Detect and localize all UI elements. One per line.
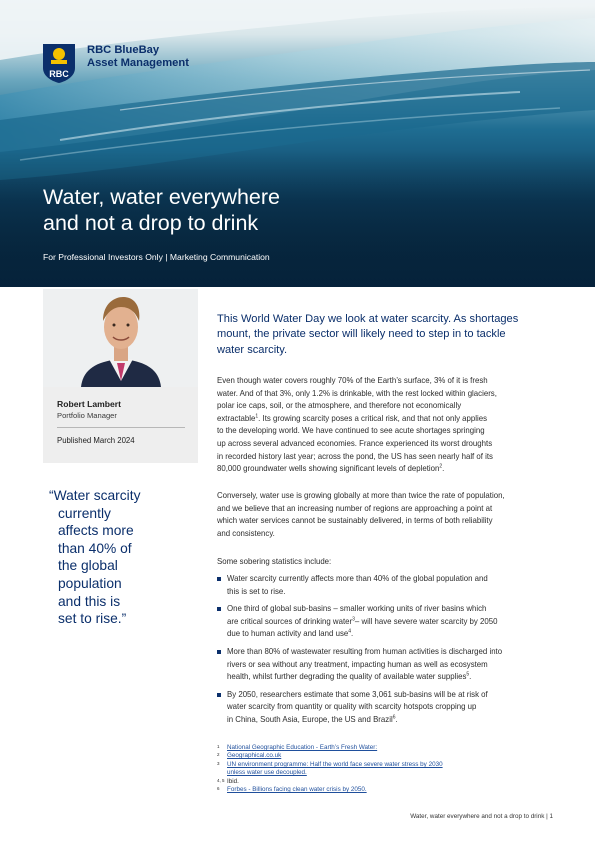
brand-name-line2: Asset Management	[87, 57, 189, 69]
footnote	[217, 744, 562, 752]
text-line: Some sobering statistics include:	[217, 557, 332, 566]
quote-line: population	[58, 575, 122, 591]
author-portrait-image	[43, 289, 198, 387]
text-line: One third of global sub-basins – smaller working units of river basins which	[227, 604, 487, 614]
text-line: which water services cannot be sustainably delivered, in terms of both reliability	[217, 516, 493, 526]
footnote-text[interactable]: Forbes - Billions facing clean water crisis by 2050.	[227, 786, 367, 794]
text-fragment: .	[395, 714, 398, 724]
text-line	[227, 714, 562, 727]
quote-line: currently	[58, 505, 111, 521]
text-line: and we believe that an increasing number of regions are approaching a point at	[217, 503, 493, 513]
list-item	[217, 603, 562, 641]
quote-line: the global	[58, 558, 118, 574]
text-line: More than 80% of wastewater resulting from human activities is discharged into	[227, 646, 503, 656]
footnote-ref[interactable]: 3	[352, 616, 355, 623]
footnote	[217, 752, 562, 760]
bullet-icon	[217, 607, 221, 611]
footnote-link[interactable]	[227, 752, 562, 760]
page-title	[43, 184, 563, 236]
page-footer: Water, water everywhere and not a drop to drink | 1	[410, 813, 553, 820]
text-line: and consistency.	[217, 528, 275, 538]
footnote-ref[interactable]: 6	[392, 714, 396, 721]
body-paragraph-2	[217, 490, 562, 540]
list-item	[217, 689, 562, 727]
author-card	[43, 289, 198, 464]
text-line: in recorded history last year; across the pond, the US has seen nearly half of its	[217, 451, 493, 461]
text-line: up across several advanced economies. France experienced its worst droughts	[217, 438, 493, 448]
footnote-text: Ibid.	[227, 777, 239, 785]
bullet-icon	[217, 577, 221, 581]
footnote-number: 4, 5	[217, 777, 225, 783]
intro-line: mount, the private sector will likely need to step in to tackle	[217, 328, 506, 341]
brand-name	[87, 44, 189, 70]
text-line	[227, 628, 562, 641]
brand-name-line1: RBC BlueBay	[87, 44, 160, 56]
audience-disclaimer: For Professional Investors Only | Marketing Communication	[43, 252, 270, 262]
hero-banner	[0, 0, 595, 287]
text-fragment: due to human activity and land use	[227, 629, 349, 639]
footnote	[217, 786, 562, 794]
body-paragraph-3	[217, 556, 562, 569]
intro-line: water scarcity.	[217, 343, 288, 356]
text-fragment: .	[442, 464, 445, 474]
text-line: Water scarcity currently affects more than 40% of the global population and	[227, 574, 488, 583]
footnote-number: 2	[217, 752, 220, 758]
divider	[57, 427, 185, 428]
text-line	[217, 413, 562, 426]
rbc-shield-icon	[41, 42, 77, 84]
footnote-text[interactable]: Geographical.co.uk	[227, 752, 282, 760]
text-line: water scarcity from quantity or quality with scarcity hotspots cropping up	[227, 702, 477, 712]
text-fragment: . Its growing scarcity poses a critical risk, and that not only applies	[258, 413, 488, 423]
footnote-ref[interactable]: 2	[439, 463, 443, 470]
text-line: Conversely, water use is growing globally at more than twice the rate of population,	[217, 491, 505, 500]
author-photo	[43, 289, 198, 387]
footnote-text[interactable]: UN environment programme: Half the world face severe water stress by 2030	[227, 760, 443, 768]
text-line: Even though water covers roughly 70% of the Earth’s surface, 3% of it is fresh	[217, 376, 488, 385]
text-line: polar ice caps, soil, or the atmosphere, and therefore not economically	[217, 401, 462, 411]
intro-standfirst	[217, 312, 562, 358]
footnote-ref[interactable]: 4	[348, 628, 352, 635]
text-fragment: in China, South Asia, Europe, the US and Brazil	[227, 714, 393, 724]
text-fragment: .	[469, 672, 472, 682]
quote-line: “Water scarcity	[49, 488, 141, 503]
footnote-number: 6	[217, 786, 220, 792]
text-line: water. And of that 3%, only 1.2% is drinkable, with the rest locked within glaciers,	[217, 388, 497, 398]
bullet-icon	[217, 650, 221, 654]
quote-line: affects more	[58, 523, 134, 539]
author-name: Robert Lambert	[57, 399, 121, 409]
text-fragment: – will have severe water scarcity by 2050	[354, 616, 498, 626]
footnote-text[interactable]: National Geographic Education - Earth’s Fresh Water:	[227, 744, 378, 751]
list-item	[217, 573, 562, 598]
footnote-ref[interactable]: 5	[466, 671, 470, 678]
text-fragment: extractable	[217, 413, 256, 423]
quote-line: and this is	[58, 593, 121, 609]
text-line: this is set to rise.	[227, 586, 286, 596]
quote-line: than 40% of	[58, 540, 132, 556]
footnote-number: 3	[217, 760, 220, 766]
author-role: Portfolio Manager	[57, 411, 117, 420]
title-line1: Water, water everywhere	[43, 185, 280, 209]
rbc-bluebay-logo[interactable]	[41, 42, 189, 84]
footnote-text[interactable]: unless water use decoupled.	[227, 769, 307, 777]
text-line	[227, 616, 562, 629]
footnote-link[interactable]	[227, 761, 562, 778]
footnotes	[217, 744, 562, 794]
footnote-number: 1	[217, 744, 220, 749]
text-fragment: are critical sources of drinking water	[227, 616, 353, 626]
footnote-link[interactable]	[227, 786, 562, 794]
rbc-logo-text: RBC	[49, 69, 69, 79]
footnote-link[interactable]	[227, 744, 562, 752]
footnote-ref[interactable]: 1	[255, 413, 259, 420]
text-fragment: 80,000 groundwater wells showing significant levels of depletion	[217, 464, 440, 474]
author-details	[43, 387, 198, 463]
list-item	[217, 646, 562, 684]
text-line: By 2050, researchers estimate that some 3,061 sub-basins will be at risk of	[227, 689, 488, 699]
body-paragraph-1	[217, 375, 562, 476]
published-date: Published March 2024	[57, 436, 135, 445]
footnote	[217, 761, 562, 778]
footnote	[217, 778, 562, 786]
text-line: rivers or sea without any treatment, impacting human as well as ecosystem	[227, 659, 488, 669]
text-fragment: .	[351, 629, 354, 639]
quote-line: set to rise.”	[58, 611, 127, 627]
statistics-list	[217, 573, 562, 732]
title-line2: and not a drop to drink	[43, 211, 259, 235]
text-line	[227, 671, 562, 684]
pull-quote	[49, 487, 199, 628]
text-line: to the developing world. We have continued to see acute shortages springing	[217, 426, 485, 436]
text-fragment: health, whilst further degrading the quality of available water supplies	[227, 672, 467, 682]
bullet-icon	[217, 693, 221, 697]
intro-line: This World Water Day we look at water scarcity. As shortages	[217, 313, 519, 325]
text-line	[217, 463, 562, 476]
